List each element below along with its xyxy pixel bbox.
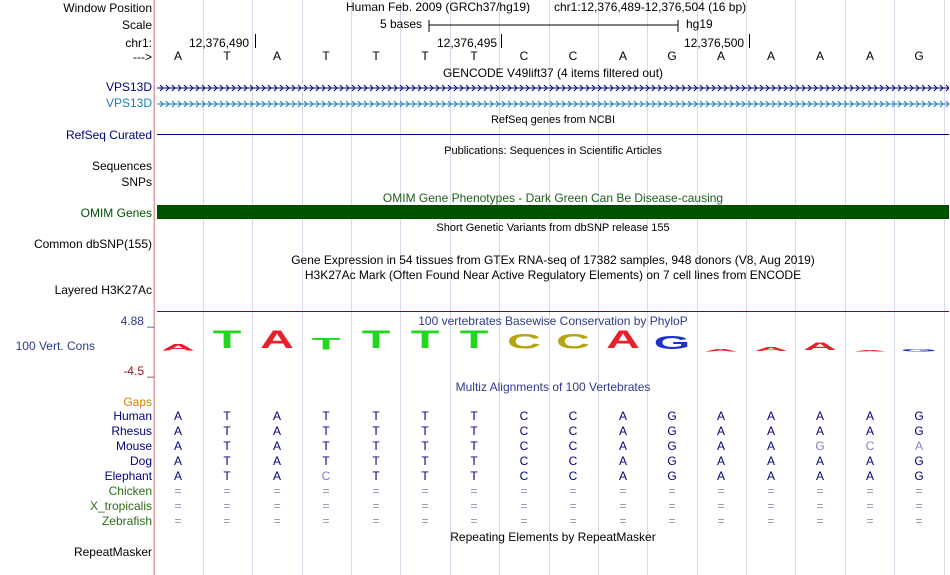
alignment-base: =: [816, 484, 824, 498]
refseq-track-title[interactable]: RefSeq genes from NCBI: [490, 114, 616, 126]
alignment-base: =: [174, 514, 182, 528]
alignment-base: T: [372, 469, 380, 483]
alignment-base: =: [619, 484, 627, 498]
chrom-label: chr1:: [125, 36, 152, 50]
base-letter: A: [766, 49, 775, 63]
alignment-base: A: [272, 469, 281, 483]
alignment-base: =: [470, 499, 478, 513]
alignment-base: C: [321, 469, 331, 483]
snps-label[interactable]: SNPs: [121, 175, 152, 189]
alignment-base: A: [272, 454, 281, 468]
assembly-text: Human Feb. 2009 (GRCh37/hg19): [346, 0, 531, 14]
coord-1: 12,376,490: [189, 36, 250, 50]
alignment-base: T: [322, 424, 330, 438]
alignment-base: G: [815, 439, 825, 453]
species-label[interactable]: Chicken: [108, 484, 152, 498]
alignment-base: A: [716, 469, 725, 483]
base-letter: A: [272, 49, 281, 63]
refseq-label[interactable]: RefSeq Curated: [65, 128, 152, 142]
alignment-base: =: [372, 484, 380, 498]
alignment-base: T: [470, 424, 478, 438]
alignment-base: A: [618, 454, 627, 468]
alignment-base: T: [372, 409, 380, 423]
logo-letter: C: [556, 328, 590, 354]
alignment-base: T: [223, 409, 231, 423]
alignment-base: =: [223, 484, 231, 498]
scale-assembly: hg19: [686, 17, 713, 31]
alignment-base: A: [865, 469, 874, 483]
alignment-base: T: [372, 439, 380, 453]
alignment-base: G: [667, 424, 677, 438]
alignment-base: =: [569, 484, 577, 498]
base-letter: T: [322, 49, 330, 63]
alignment-base: C: [568, 469, 578, 483]
logo-letter: T: [410, 324, 440, 354]
alignment-base: =: [569, 499, 577, 513]
alignment-base: T: [421, 454, 429, 468]
h3k27ac-track-title[interactable]: H3K27Ac Mark (Often Found Near Active Regulatory Elements) on 7 cell lines from ENCODE: [304, 268, 802, 282]
alignment-base: A: [865, 424, 874, 438]
alignment-base: =: [767, 484, 775, 498]
alignment-base: =: [520, 499, 528, 513]
alignment-base: A: [815, 469, 824, 483]
alignment-base: T: [223, 424, 231, 438]
cons-max-value: 4.88 _: [120, 314, 154, 328]
alignment-base: G: [914, 454, 924, 468]
alignment-base: C: [568, 409, 578, 423]
alignment-base: T: [322, 454, 330, 468]
gaps-label[interactable]: Gaps: [123, 395, 152, 409]
logo-letter: G: [653, 332, 691, 353]
alignment-base: C: [519, 424, 529, 438]
alignment-base: =: [767, 514, 775, 528]
alignment-base: A: [815, 454, 824, 468]
species-label[interactable]: Zebrafish: [101, 514, 152, 528]
logo-letter: T: [361, 324, 391, 354]
h3k27ac-baseline: [157, 311, 949, 312]
alignment-base: A: [766, 409, 775, 423]
base-letter: A: [716, 49, 725, 63]
base-letter: T: [223, 49, 231, 63]
coord-tick-3: [749, 34, 750, 48]
alignment-base: =: [470, 484, 478, 498]
alignment-base: A: [173, 454, 182, 468]
alignment-base: G: [667, 469, 677, 483]
base-letter: A: [865, 49, 874, 63]
alignment-base: T: [470, 469, 478, 483]
base-letter: T: [372, 49, 380, 63]
alignment-base: =: [223, 499, 231, 513]
logo-letter: T: [459, 324, 489, 354]
alignment-base: =: [372, 514, 380, 528]
multiz-track-title[interactable]: Multiz Alignments of 100 Vertebrates: [455, 380, 651, 394]
alignment-base: C: [519, 439, 529, 453]
species-label[interactable]: Human: [113, 409, 152, 423]
alignment-base: T: [372, 424, 380, 438]
alignment-base: A: [766, 424, 775, 438]
alignment-base: =: [322, 499, 330, 513]
scale-text: 5 bases: [380, 17, 423, 31]
cons-sequence-logo[interactable]: [155, 326, 949, 354]
alignment-base: C: [568, 454, 578, 468]
alignment-base: C: [519, 469, 529, 483]
alignment-base: C: [865, 439, 875, 453]
alignment-base: =: [470, 514, 478, 528]
alignment-base: A: [766, 454, 775, 468]
alignment-base: T: [322, 409, 330, 423]
alignment-base: T: [372, 454, 380, 468]
alignment-base: =: [668, 499, 676, 513]
alignment-base: =: [668, 514, 676, 528]
species-label[interactable]: Elephant: [104, 469, 152, 483]
logo-letter: G: [900, 348, 938, 353]
gene-feature-vps13d-2[interactable]: [157, 98, 949, 110]
alignment-base: A: [173, 439, 182, 453]
alignment-base: A: [618, 424, 627, 438]
alignment-base: A: [618, 409, 627, 423]
alignment-base: A: [716, 454, 725, 468]
h3k27ac-label[interactable]: Layered H3K27Ac: [54, 283, 152, 297]
alignment-base: A: [914, 439, 923, 453]
gene-label-vps13d-2[interactable]: VPS13D: [105, 96, 152, 110]
base-letter: C: [568, 49, 578, 63]
alignment-base: =: [520, 514, 528, 528]
gene-label-vps13d-1[interactable]: VPS13D: [105, 80, 152, 94]
alignment-base: A: [272, 439, 281, 453]
alignment-base: =: [569, 514, 577, 528]
cons-min-value: -4.5 _: [123, 364, 154, 378]
alignment-base: =: [619, 499, 627, 513]
logo-letter: A: [161, 342, 195, 353]
alignment-base: =: [273, 484, 281, 498]
pubs-track-title[interactable]: Publications: Sequences in Scientific Articles: [444, 145, 662, 157]
base-letter: T: [421, 49, 429, 63]
alignment-base: =: [816, 499, 824, 513]
alignment-base: =: [174, 499, 182, 513]
alignment-base: =: [915, 484, 923, 498]
alignment-base: G: [914, 424, 924, 438]
base-letter: T: [470, 49, 478, 63]
dbsnp-label[interactable]: Common dbSNP(155): [33, 237, 152, 251]
logo-letter: A: [853, 349, 887, 353]
alignment-base: T: [421, 424, 429, 438]
scale-label: Scale: [121, 18, 152, 32]
alignment-base: G: [667, 409, 677, 423]
alignment-base: C: [568, 439, 578, 453]
position-text: chr1:12,376,489-12,376,504 (16 bp): [554, 0, 747, 14]
species-label[interactable]: Rhesus: [111, 424, 152, 438]
alignment-base: A: [716, 439, 725, 453]
alignment-base: =: [421, 514, 429, 528]
base-letter: A: [618, 49, 627, 63]
base-letter: C: [519, 49, 529, 63]
scale-bar: [428, 18, 680, 34]
alignment-base: =: [717, 499, 725, 513]
alignment-base: =: [322, 514, 330, 528]
base-letter: A: [815, 49, 824, 63]
gencode-track-title[interactable]: GENCODE V49lift37 (4 items filtered out): [442, 66, 664, 80]
alignment-base: =: [322, 484, 330, 498]
alignment-base: T: [470, 439, 478, 453]
alignment-base: A: [618, 439, 627, 453]
alignment-base: =: [174, 484, 182, 498]
omim-track-title[interactable]: OMIM Gene Phenotypes - Dark Green Can Be Disease-causing: [382, 191, 724, 205]
species-label[interactable]: Dog: [129, 454, 152, 468]
alignment-base: =: [619, 514, 627, 528]
logo-letter: T: [311, 334, 341, 353]
alignment-base: =: [421, 484, 429, 498]
alignment-base: A: [865, 454, 874, 468]
dbsnp-track-title[interactable]: Short Genetic Variants from dbSNP release 155: [436, 222, 670, 234]
alignment-base: G: [667, 454, 677, 468]
logo-letter: A: [260, 324, 294, 354]
alignment-base: =: [767, 499, 775, 513]
alignment-base: =: [717, 514, 725, 528]
alignment-base: C: [568, 424, 578, 438]
alignment-base: A: [173, 469, 182, 483]
coord-2: 12,376,495: [437, 36, 498, 50]
alignment-base: =: [717, 484, 725, 498]
alignment-base: A: [272, 409, 281, 423]
alignment-base: =: [520, 484, 528, 498]
logo-letter: C: [507, 328, 541, 354]
alignment-base: =: [915, 499, 923, 513]
cons-track-title[interactable]: 100 vertebrates Basewise Conservation by PhyloP: [418, 314, 688, 328]
logo-letter: T: [212, 324, 242, 354]
alignment-base: =: [816, 514, 824, 528]
alignment-base: A: [272, 424, 281, 438]
logo-letter: A: [803, 340, 837, 353]
base-letter: A: [173, 49, 182, 63]
logo-letter: A: [704, 348, 738, 353]
omim-feature-bar[interactable]: [157, 205, 949, 219]
alignment-base: =: [273, 499, 281, 513]
alignment-base: =: [866, 514, 874, 528]
species-label[interactable]: Mouse: [115, 439, 152, 453]
cons-label[interactable]: 100 Vert. Cons: [15, 339, 95, 353]
gtex-track-title[interactable]: Gene Expression in 54 tissues from GTEx RNA-seq of 17382 samples, 948 donors (V8, Aug 2019): [291, 253, 815, 267]
window-position-label: Window Position: [63, 1, 152, 15]
alignment-base: =: [668, 484, 676, 498]
alignment-base: =: [915, 514, 923, 528]
alignment-base: =: [273, 514, 281, 528]
strand-label: --->: [133, 50, 152, 64]
coord-tick-2: [501, 34, 502, 48]
alignment-base: T: [421, 469, 429, 483]
species-label[interactable]: X_tropicalis: [89, 499, 152, 513]
base-letter: G: [667, 49, 677, 63]
alignment-base: G: [914, 469, 924, 483]
alignment-base: T: [470, 454, 478, 468]
alignment-base: T: [223, 439, 231, 453]
alignment-base: A: [173, 409, 182, 423]
alignment-base: A: [865, 409, 874, 423]
alignment-base: A: [766, 469, 775, 483]
alignment-base: A: [716, 424, 725, 438]
base-letter: G: [914, 49, 924, 63]
alignment-base: A: [618, 469, 627, 483]
alignment-base: T: [421, 439, 429, 453]
alignment-base: G: [667, 439, 677, 453]
alignment-base: T: [223, 469, 231, 483]
alignment-base: A: [173, 424, 182, 438]
logo-letter: A: [606, 324, 640, 354]
logo-letter: A: [754, 346, 788, 353]
alignment-base: T: [223, 454, 231, 468]
alignment-base: C: [519, 454, 529, 468]
omim-label[interactable]: OMIM Genes: [80, 206, 152, 220]
alignment-base: =: [372, 499, 380, 513]
alignment-base: T: [322, 439, 330, 453]
coord-tick-1: [255, 34, 256, 48]
alignment-base: =: [421, 499, 429, 513]
sequences-label[interactable]: Sequences: [91, 159, 152, 173]
alignment-base: A: [766, 439, 775, 453]
alignment-base: G: [914, 409, 924, 423]
coord-3: 12,376,500: [684, 36, 745, 50]
repeat-track-title[interactable]: Repeating Elements by RepeatMasker: [450, 530, 656, 544]
label-gutter-divider: [154, 0, 155, 575]
alignment-base: C: [519, 409, 529, 423]
alignment-base: A: [815, 424, 824, 438]
alignment-base: =: [223, 514, 231, 528]
alignment-base: =: [866, 484, 874, 498]
alignment-base: A: [716, 409, 725, 423]
refseq-feature-line[interactable]: [157, 134, 949, 135]
alignment-base: T: [470, 409, 478, 423]
gene-feature-vps13d-1[interactable]: [157, 82, 949, 94]
alignment-base: T: [421, 409, 429, 423]
repeat-label[interactable]: RepeatMasker: [73, 545, 152, 559]
alignment-base: =: [866, 499, 874, 513]
alignment-base: A: [815, 409, 824, 423]
